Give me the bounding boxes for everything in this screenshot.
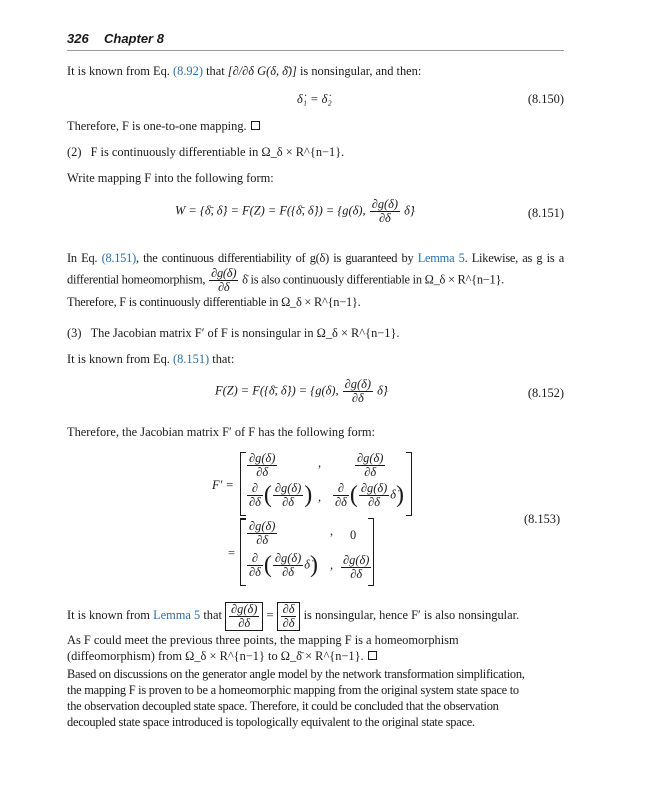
numerator: ∂g(δ) bbox=[249, 451, 276, 465]
fraction bbox=[370, 198, 400, 225]
equation-8-150 bbox=[67, 92, 564, 116]
point-label: (2) bbox=[67, 145, 82, 159]
numerator: ∂g(δ) bbox=[274, 551, 302, 565]
denominator: ∂δ bbox=[256, 465, 269, 479]
eq-link-8-151[interactable]: (8.151) bbox=[173, 352, 210, 366]
denominator: ∂δ bbox=[351, 391, 364, 405]
equation-body bbox=[175, 198, 415, 225]
lemma-5-link[interactable]: Lemma 5 bbox=[417, 251, 465, 265]
text: that: bbox=[212, 352, 235, 366]
denominator: ∂δ bbox=[249, 565, 261, 579]
jacobian-expression: [∂/∂δ G(δ, δ̄)] bbox=[227, 64, 297, 78]
text: that bbox=[203, 608, 222, 622]
numerator: ∂ bbox=[247, 552, 263, 566]
equation-rhs: δ̇} bbox=[404, 203, 415, 218]
numerator: ∂g(δ) bbox=[343, 553, 370, 567]
matrix-cell bbox=[354, 452, 386, 479]
equation-8-152 bbox=[67, 378, 564, 410]
numerator: ∂ bbox=[247, 482, 263, 496]
comma: , bbox=[318, 456, 322, 470]
text-line: decoupled state space introduced is topologically equivalent to the original state space. bbox=[67, 715, 475, 729]
equation-8-153 bbox=[0, 448, 648, 588]
text: It is known from Eq. bbox=[67, 352, 170, 366]
text: Therefore, the Jacobian matrix F′ of F has the following form: bbox=[67, 425, 375, 439]
text: that bbox=[206, 64, 225, 78]
text: is nonsingular, hence F′ is also nonsingular. bbox=[303, 608, 520, 622]
bracket-matrix bbox=[277, 602, 301, 631]
matrix-cell bbox=[246, 520, 278, 547]
text: Therefore, F is one-to-one mapping. bbox=[67, 119, 247, 133]
text: It is known from bbox=[67, 608, 150, 622]
point-label: (3) bbox=[67, 326, 82, 340]
text-line: the mapping F is proven to be a homeomorphic mapping from the original system state space to bbox=[67, 683, 519, 697]
paragraph-write-mapping bbox=[67, 170, 564, 186]
equation-number: (8.151) bbox=[527, 206, 564, 220]
text-line: the observation decoupled state space. Therefore, it could be concluded that the observation bbox=[67, 699, 499, 713]
text: Write mapping F into the following form: bbox=[67, 171, 274, 185]
denominator: ∂δ bbox=[350, 567, 363, 581]
denominator: ∂δ bbox=[238, 615, 251, 630]
matrix-cell: $\frac{\partial}{\partial\delta}$ ( $\frac{\partial g(\delta)}{\partial\delta}$ δ̇) bbox=[335, 481, 404, 509]
running-header bbox=[67, 28, 564, 51]
numerator: ∂g(δ) bbox=[249, 519, 276, 533]
page-number: 326 bbox=[67, 31, 89, 46]
equation-lhs: F(Z) = F({δ̄, δ̇}) = bbox=[215, 383, 308, 398]
text: In Eq. bbox=[67, 251, 98, 265]
comma: , bbox=[330, 524, 334, 538]
numerator: ∂g(δ) bbox=[344, 377, 372, 391]
comma: , bbox=[330, 558, 334, 572]
matrix-cell-zero: 0 bbox=[350, 528, 357, 542]
text: δ̇ is also continuously differentiable in Ω_δ × R^{n−1}. bbox=[242, 272, 504, 287]
equation-8-151 bbox=[67, 198, 564, 230]
paragraph-differentiability bbox=[67, 250, 564, 311]
eq-link-8-92[interactable]: (8.92) bbox=[173, 64, 203, 78]
delta-dot: δ̇ bbox=[390, 487, 396, 502]
numerator: ∂g(δ) bbox=[211, 266, 237, 280]
paragraph-homeomorphism bbox=[67, 632, 564, 664]
paragraph-jacobian-form bbox=[67, 424, 564, 440]
fraction bbox=[209, 267, 238, 294]
denominator: ∂δ bbox=[378, 211, 391, 225]
denominator: ∂δ bbox=[282, 565, 294, 579]
text: F is continuously differentiable in Ω_δ × R^{n−1}. bbox=[90, 145, 345, 159]
denominator: ∂δ bbox=[282, 615, 295, 630]
equation-lhs: W = {δ̄, δ̇} = F(Z) = F({δ̄, δ̇}) = bbox=[175, 203, 335, 218]
numerator: ∂g(δ) bbox=[357, 451, 384, 465]
equation-body: δ̇₁ = δ̇₂ bbox=[297, 92, 332, 106]
qed-square-icon bbox=[251, 121, 260, 130]
text: Therefore, F is continuously differentiable in Ω_δ × R^{n−1}. bbox=[67, 295, 361, 309]
equals-sign: = bbox=[228, 546, 235, 560]
text: The Jacobian matrix F′ of F is nonsingular in Ω_δ × R^{n−1}. bbox=[90, 326, 400, 340]
point-3-heading bbox=[67, 325, 564, 341]
equation-rhs: {g(δ), bbox=[337, 203, 366, 218]
matrix-cell bbox=[340, 554, 372, 581]
denominator: ∂δ bbox=[256, 533, 269, 547]
matrix-cell: $\frac{\partial}{\partial\delta}$ ( $\frac{\partial g(\delta)}{\partial\delta}$ δ̇) bbox=[249, 551, 318, 579]
paragraph-known-from bbox=[67, 351, 564, 367]
numerator: ∂g(δ) bbox=[274, 481, 302, 495]
denominator: ∂δ bbox=[249, 495, 261, 509]
paragraph-conclusion bbox=[67, 666, 564, 730]
point-2-heading bbox=[67, 144, 564, 160]
text: , the continuous differentiability of g(δ) is guaranteed by bbox=[135, 251, 414, 265]
lemma-5-link[interactable]: Lemma 5 bbox=[153, 608, 201, 622]
numerator: ∂g(δ) bbox=[231, 601, 258, 616]
paragraph-lemma5-nonsingular bbox=[67, 600, 564, 630]
text-line: Based on discussions on the generator angle model by the network transformation simplification, bbox=[67, 667, 525, 681]
fraction bbox=[343, 378, 373, 405]
equation-rhs: δ̇} bbox=[377, 383, 388, 398]
equation-number: (8.150) bbox=[527, 92, 564, 106]
denominator: ∂δ bbox=[368, 495, 380, 509]
text-line: As F could meet the previous three points, the mapping F is a homeomorphism bbox=[67, 633, 459, 647]
text: It is known from Eq. bbox=[67, 64, 170, 78]
numerator: ∂δ bbox=[282, 601, 295, 616]
denominator: ∂δ bbox=[335, 495, 347, 509]
numerator: ∂g(δ) bbox=[371, 197, 399, 211]
comma: , bbox=[318, 490, 322, 504]
equation-rhs: {g(δ), bbox=[310, 383, 339, 398]
delta-dot: δ̇ bbox=[304, 557, 310, 572]
equation-body bbox=[215, 378, 388, 405]
text: . Likewise, as g is a differential homeomorphism, bbox=[67, 251, 564, 287]
matrix-cell: $\frac{\partial}{\partial\delta}$ ( $\frac{\partial g(\delta)}{\partial\delta}$ ) bbox=[249, 481, 313, 509]
bracket-matrix bbox=[225, 602, 263, 631]
text: is nonsingular, and then: bbox=[299, 64, 422, 78]
equation-number: (8.153) bbox=[524, 512, 561, 526]
chapter-title: Chapter 8 bbox=[104, 31, 164, 46]
equation-lhs: F′ = bbox=[212, 478, 234, 492]
text-line: (diffeomorphism) from Ω_δ × R^{n−1} to Ω_δ̄ × R^{n−1}. bbox=[67, 649, 364, 663]
numerator: ∂g(δ) bbox=[360, 481, 388, 495]
equation-number: (8.152) bbox=[527, 386, 564, 400]
paragraph-one-to-one bbox=[67, 118, 564, 134]
eq-link-8-151[interactable]: (8.151) bbox=[101, 251, 136, 265]
paragraph-nonsingular bbox=[67, 63, 564, 79]
matrix-bracket-right bbox=[406, 452, 412, 516]
equals-sign: = bbox=[266, 608, 274, 622]
denominator: ∂δ bbox=[217, 280, 230, 294]
denominator: ∂δ bbox=[364, 465, 377, 479]
qed-square-icon bbox=[368, 651, 377, 660]
numerator: ∂ bbox=[333, 482, 349, 496]
denominator: ∂δ bbox=[282, 495, 294, 509]
matrix-cell bbox=[246, 452, 278, 479]
